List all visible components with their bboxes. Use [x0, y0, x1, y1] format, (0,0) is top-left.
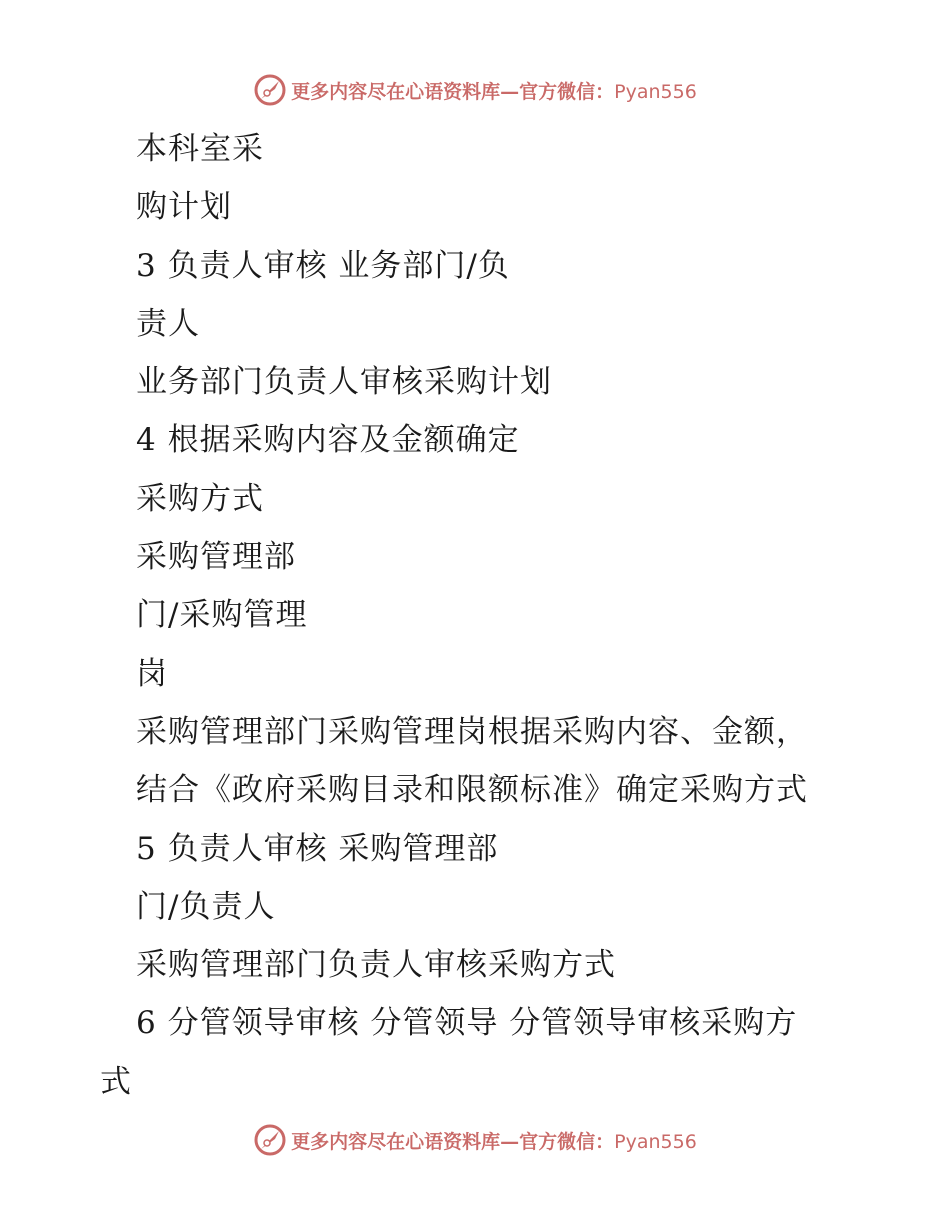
- text-line: 采购管理部门采购管理岗根据采购内容、金额，: [136, 713, 808, 750]
- text-line: 门/采购管理: [136, 597, 308, 634]
- text-line: 采购管理部门负责人审核采购方式: [136, 947, 616, 984]
- text-line: 3 负责人审核 业务部门/负: [136, 247, 510, 284]
- footer-watermark: [0, 1120, 950, 1160]
- text-line: 业务部门负责人审核采购计划: [136, 364, 552, 401]
- document-body: [100, 120, 860, 1111]
- text-line: 4 根据采购内容及金额确定: [136, 422, 520, 459]
- text-line: 购计划: [136, 189, 232, 226]
- text-line: 采购方式: [136, 480, 264, 517]
- text-line: 责人: [136, 305, 200, 342]
- text-line: 采购管理部: [136, 539, 296, 576]
- text-line: 式: [100, 1063, 132, 1100]
- quill-seal-icon: [253, 73, 287, 107]
- header-watermark: [0, 70, 950, 110]
- quill-seal-icon: [253, 1123, 287, 1157]
- watermark-text: 更多内容尽在心语资料库—官方微信：Pyan556: [291, 1130, 697, 1153]
- text-line: 本科室采: [136, 131, 264, 167]
- text-line: 6 分管领导审核 分管领导 分管领导审核采购方: [136, 1005, 798, 1042]
- text-line: 岗: [136, 655, 168, 692]
- text-line: 结合《政府采购目录和限额标准》确定采购方式: [136, 772, 808, 809]
- text-line: 5 负责人审核 采购管理部: [136, 830, 499, 867]
- text-line: 门/负责人: [136, 888, 276, 925]
- watermark-text: 更多内容尽在心语资料库—官方微信：Pyan556: [291, 80, 697, 103]
